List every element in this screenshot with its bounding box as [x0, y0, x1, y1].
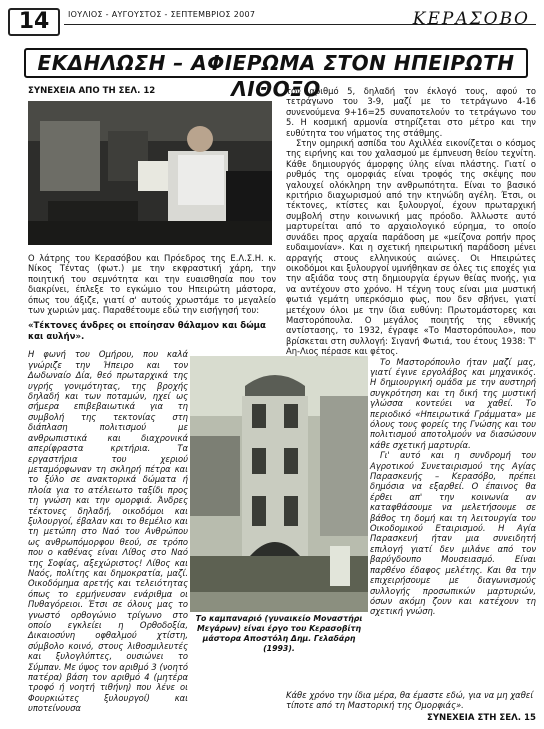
homer-quote: «Τέκτονες άνδρες οι εποίησαν θάλαμον και δώμα και αυλήν».	[28, 321, 266, 343]
article-headline: ΕΚΔΗΛΩΣΗ – ΑΦΙΕΡΩΜΑ ΣΤΟΝ ΗΠΕΙΡΩΤΗ ΛΙΘΟΞΟ	[24, 48, 528, 78]
continued-to: ΣΥΝΕΧΕΙΑ ΣΤΗ ΣΕΛ. 15	[426, 713, 536, 723]
body-left: Η φωνή του Ομήρου, που καλά γνώριζε την Ήπειρο και τον Δωδωναίο Δία, θεό πρωταρχικά της υγρής γονιμότητας, της βροχής δηλαδή και των ποταμών, ηχεί ως σήμερα επιβεβαιωτικά για τη συμβολή της τεκτονίας στη διάπλαση πολιτισμού με ανθρωπιστικά και διαχρονικά απερίφραστα κριτήρια. Τα εργαστήρια του χεριού μεταμόρφωναν τη σκληρή πέτρα και το ξύλο σε ανακτορικά δώματα ή πλοία για το ατέλειωτο ταξίδι προς τη γνώση και την ομορφιά. Άνδρες τέκτονες δηλαδή, οικοδόμοι και ξυλουργοί, έβαλαν και το θεμέλιο και τη μετώπη στο Ναό του Ανθρώπου ως ανθρωπόμορφου θεού, σε τρόπο που ο καθένας είναι Λίθος στο Ναό της Σοφίας, αξεχώριστος! Λίθος και Ναός, πολίτης και δημοκρατία, μαζί. Οικοδόμημα αρετής και τελειότητας όπως το ερμήνευσαν ενάριθμα οι Πυθαγόρειοι. Έτσι σε όλους μας το γνωστό ορθογώνιο τρίγωνο στο οποίο εγκλείει η Ορθοδοξία, Δικαιοσύνη οφθαλμού χτίστη, σύμβολο κοινό, στους λιθοσμιλευτές και ξυλογλύπτες, ουσιώνει το Σύμπαν. Με ύψος τον αριθμό 3 (νοητό πατέρα) βάση τον αριθμό 4 (μητέρα τροφό ή νοητή τιθήνη) που λένε οι Φουρκιώτες ξυλουργοί) και υποτείνουσα	[28, 349, 188, 714]
closing-line: Κάθε χρόνο την ίδια μέρα, θα έμαστε εδώ, για να μη χαθεί τίποτε από τη Μαστορική της Ομορφιάς».	[286, 690, 534, 711]
bell-tower-image	[190, 356, 368, 612]
continued-from: ΣΥΝΕΧΕΙΑ ΑΠΟ ΤΗ ΣΕΛ. 12	[28, 86, 156, 96]
speaker-photo-image	[28, 101, 272, 245]
para-1: τον αριθμό 5, δηλαδή τον έκλογό τους, αφού το τετράγωνο του 3-9, μαζί με το τετράγωνο 4-16 συνενούμενα 9+16=25 συναποτελούν το τετράγωνο του 5. Η κοσμική αρμονία στηρίζεται στο μέτρο και την ευθύτητα του νήματος της στάθμης.	[286, 86, 536, 138]
issue-date: ΙΟΥΛΙΟΣ - ΑΥΓΟΥΣΤΟΣ - ΣΕΠΤΕΜΒΡΙΟΣ 2007	[68, 10, 256, 19]
para-3: Το Μαστορόπουλο ήταν μαζί μας, γιατί έγινε εργολάβος και μηχανικός. Η δημιουργική ομάδα με την αυστηρή συγκρότηση και τη δική της μυστική γλώσσα κοντεύει να χαθεί. Το περιοδικό «Ηπειρωτικά Γράμματα» με όλους τους φορείς της Γνώσης και του πολιτισμού αποτολμούν να διασώσουν κάθε σχετική μαρτυρία.	[370, 356, 536, 450]
page-header	[8, 8, 536, 38]
intro-paragraph: Ο λάτρης του Κερασόβου και Πρόεδρος της Ε.Λ.Σ.Η. κ. Νίκος Τέντας (φωτ.) με την εκφραστική χάρη, την ποιητική του σεμνότητα και την ευαισθησία που τον διακρίνει, έπλεξε το εγκώμιο του Ηπειρώτη μάστορα, όπως του άξιζε, γιατί σ' αυτούς χρωστάμε το μεγαλείο των χωριών μας. Παραθέτουμε εδώ την εισήγησή του:	[28, 253, 276, 316]
bell-tower-caption: Το καμπαναριό (γυναικείο Μοναστήρι Μεγάρων) είναι έργο του Κερασοβίτη μάστορα Αποστόλη Δημ. Γελαδάρη (1993).	[195, 614, 363, 653]
newspaper-name: ΚΕΡΑΣΟΒΟ	[412, 9, 530, 29]
speaker-photo	[28, 101, 272, 245]
para-4: Γι' αυτό και η συνδρομή του Αγροτικού Συνεταιρισμού της Αγίας Παρασκευής – Κερασόβο, πρέπει δημόσια να εξαρθεί. Ο έπαινος θα έρθει απ' την κοινωνία αν καταφθάσουμε να μελετήσουμε σε βάθος τη δομή και τη λειτουργία του Οικοδομικού Εταιρισμού. Η Αγία Παρασκευή ήταν μια συνειδητή επιλογή γιατί δεν μιλάνε από τον βαρύγδουπο Μουσειασμό. Είναι παρθένο έδαφος μελέτης. Και θα την επιχειρήσουμε με διαγωνισμούς συλλογής προσωπικών μαρτυριών, όσων ακόμη ζουν και κατέχουν τη σχετική γνώση.	[370, 450, 536, 617]
page-number: 14	[8, 8, 60, 36]
para-2: Στην ομηρική ασπίδα του Αχιλλέα εικονίζεται ο κόσμος της ειρήνης και του χαλασμού με έμπνευση θείου τεχνίτη. Κάθε δημιουργός άμορφης ύλης είναι πλάστης. Γιατί ο ρυθμός της ομορφιάς είναι τροφός της σκέψης που γαλουχεί ολόκληρη την ανθρωπότητα. Είναι το βασικό κριτήριο διαχωρισμού από την κτηνώδη αγέλη. Έτσι, οι τέκτονες, κτίστες και ξυλουργοί, έχουν πρωταρχική συμβολή στην κοινωνική μας πρόοδο. Άλλωστε αυτό μαρτυρείται από το αρχαιολογικό εύρημα, το οποίο συνάδει προς αρχαία παράδοση με «μείζονα ροπήν προς ευδαιμονίαν». Και η σχετική ηπειρωτική παράδοση μένει αρραγής στους ελληνικούς αιώνες. Οι Ηπειρώτες οικοδόμοι και ξυλουργοί υμνήθηκαν σε όλες τις εποχές για την αξιάδα τους στη δημιουργία έργων θείας πνοής, για να αντέχουν στο χρόνο. Η τέχνη τους είναι μια μυστική φωτιά γεμάτη υπερκόσμιο φως, που δεν σβήνει, γιατί μετέχουν όλοι με την ίδια ευθύνη: Πρωτομάστορες και Μαστορόπουλα. Ο μεγάλος ποιητής της εθνικής αντίστασης, το 1932, έγραφε «Το Μαστορόπουλο», που βρίσκεται στη συλλογή: Σιγανή Φωτιά, του έτους 1938: Τ' Αη-Λιος πέρασε και φέτος.	[286, 138, 536, 357]
bell-tower-photo	[190, 356, 368, 612]
